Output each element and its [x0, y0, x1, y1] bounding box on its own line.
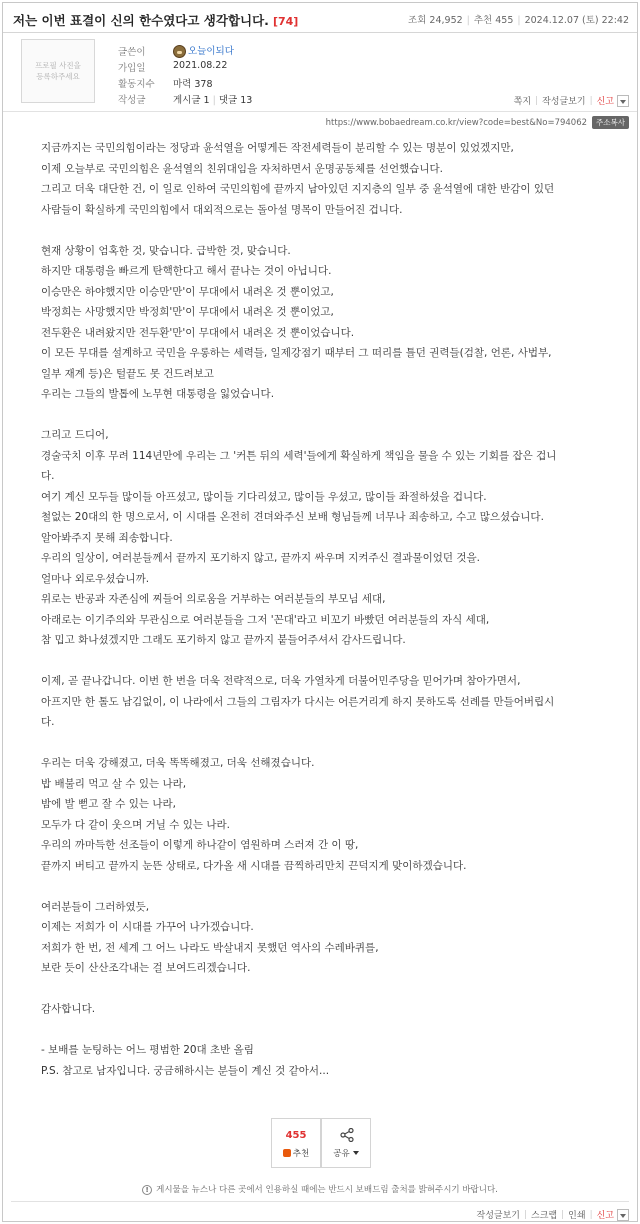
body-line: 참 밉고 화나셨겠지만 그래도 포기하지 않고 끝까지 붙들어주셔서 감사드립니다.: [41, 634, 406, 646]
author-label: 글쓴이: [118, 47, 146, 58]
body-line: 위로는 반공과 자존심에 찌들어 의로움을 거부하는 여러분들의 부모님 세대,: [41, 593, 386, 605]
body-line: 지금까지는 국민의힘이라는 정당과 윤석열을 어떻게든 작전세력들이 분리할 수 있는 명분이 있었겠지만,: [41, 142, 514, 154]
post-view: [2, 2, 638, 1222]
body-line: 그리고 드디어,: [41, 429, 109, 441]
posts-label: 작성글: [118, 95, 146, 106]
recommend-count: 455: [285, 1130, 307, 1141]
recommend-label: 추천: [292, 1149, 310, 1159]
copyright-notice: [3, 1183, 637, 1195]
post-datetime: 2024.12.07 (토) 22:42: [524, 15, 629, 26]
body-line: 밤에 발 뻗고 잘 수 있는 나라,: [41, 798, 176, 810]
post-title: [13, 11, 298, 29]
share-icon: [339, 1128, 355, 1142]
thumb-up-icon: [283, 1149, 291, 1157]
author-profile: [3, 34, 637, 112]
chevron-down-icon[interactable]: [617, 1209, 629, 1221]
body-line: 우리의 일상이, 여러분들께서 끝까지 포기하지 않고, 끝까지 싸우며 지켜주신 결과물이었던 것을.: [41, 552, 480, 564]
report-button[interactable]: 신고: [596, 97, 614, 107]
report-bottom-button[interactable]: 신고: [596, 1211, 614, 1221]
body-line: 감사합니다.: [41, 1003, 96, 1015]
divider: [11, 1201, 629, 1202]
activity-value: 마력 378: [173, 79, 213, 90]
view-count: 조회 24,952: [408, 15, 463, 26]
bottom-actions: 작성글보기 | 스크랩 | 인쇄 | 신고: [477, 1208, 630, 1221]
body-line: 하지만 대통령을 빠르게 탄핵한다고 해서 끝나는 것이 아닙니다.: [41, 265, 332, 277]
body-line: 다.: [41, 470, 55, 482]
profile-photo-placeholder: [21, 39, 95, 103]
comment-count[interactable]: [74]: [272, 15, 299, 28]
body-line: 끝까지 버티고 끝까지 눈뜬 상태로, 다가올 새 시대를 끔찍하리만치 끈덕지게 맞이하겠습니다.: [41, 859, 467, 872]
body-line: P.S. 참고로 남자입니다. 궁금해하시는 분들이 계신 것 같아서...: [41, 1064, 330, 1077]
body-line: 이승만은 하야했지만 이승만'만'이 무대에서 내려온 것 뿐이었고,: [41, 285, 334, 298]
body-line: 아프지만 한 톨도 남김없이, 이 나라에서 그들의 그림자가 다시는 어른거리게 하지 못하도록 선례를 만들어버립시: [41, 695, 555, 708]
author[interactable]: [173, 43, 234, 58]
body-line: 그리고 더욱 대단한 건, 이 일로 인하여 국민의힘에 끝까지 남아있던 지지층의 일부 중 윤석열에 대한 반감이 있던: [41, 183, 555, 195]
recommend-count-meta: 추천 455: [473, 15, 514, 26]
chevron-down-icon: [353, 1151, 359, 1155]
body-line: 철없는 20대의 한 명으로서, 이 시대를 온전히 견뎌와주신 보배 형님들께 너무나 죄송하고, 수고 많으셨습니다.: [41, 511, 544, 523]
body-line: 전두환은 내려왔지만 전두환'만'이 무대에서 내려온 것 뿐이었습니다.: [41, 326, 355, 339]
post-header: [3, 3, 637, 33]
scrap-button[interactable]: 스크랩: [531, 1211, 558, 1221]
author-name[interactable]: 오늘이되다: [188, 46, 234, 57]
join-label: 가입일: [118, 63, 146, 74]
body-line: 여기 계신 모두들 많이들 아프셨고, 많이들 기다리셨고, 많이들 우셨고, 많이들 좌절하셨을 겁니다.: [41, 490, 487, 503]
join-date: 2021.08.22: [173, 60, 228, 71]
photo-placeholder-line1: 프로필 사진을: [35, 61, 81, 70]
body-line: 모두가 다 같이 웃으며 거닐 수 있는 나라.: [41, 818, 230, 831]
body-line: 박정희는 사망했지만 박정희'만'이 무대에서 내려온 것 뿐이었고,: [41, 306, 334, 318]
post-url: https://www.bobaedream.co.kr/view?code=best&No=794062: [325, 117, 588, 128]
view-posts-bottom-button[interactable]: 작성글보기: [476, 1211, 520, 1221]
body-line: 보란 듯이 산산조각내는 걸 보여드리겠습니다.: [41, 962, 251, 974]
body-line: 우리는 더욱 강해졌고, 더욱 똑똑해졌고, 더욱 선해졌습니다.: [41, 757, 315, 769]
body-line: 아래로는 이기주의와 무관심으로 여러분들을 그저 '꼰대'라고 비꼬기 바빴던 여러분들의 자식 세대,: [41, 613, 490, 626]
body-line: 여러분들이 그러하였듯,: [41, 900, 150, 913]
profile-actions: 쪽지 | 작성글보기 | 신고: [514, 94, 629, 107]
share-label: 공유: [333, 1149, 350, 1159]
print-button[interactable]: 인쇄: [568, 1211, 586, 1221]
body-line: - 보배를 눈팅하는 어느 평범한 20대 초반 올림: [41, 1044, 254, 1056]
body-line: 이제 오늘부로 국민의힘은 윤석열의 친위대임을 자처하면서 운명공동체를 선언했습니다.: [41, 162, 443, 175]
body-line: 우리의 까마득한 선조들이 이렇게 하나같이 염원하며 스러져 간 이 땅,: [41, 839, 359, 851]
body-line: 이제는 저희가 이 시대를 가꾸어 나가겠습니다.: [41, 921, 254, 933]
body-line: 일부 재계 등)은 털끝도 못 건드려보고: [41, 367, 214, 380]
body-line: 이제, 곧 끝나갑니다. 이번 한 번을 더욱 전략적으로, 더욱 가열차게 더불어민주당을 믿어가며 참아가면서,: [41, 675, 521, 687]
copy-url-button[interactable]: 주소복사: [592, 116, 629, 129]
activity-label: 활동지수: [118, 79, 155, 90]
body-line: 다.: [41, 716, 55, 728]
share-button[interactable]: [321, 1118, 371, 1168]
body-line: 얼마나 외로우셨습니까.: [41, 572, 150, 585]
post-title-text: 저는 이번 표결이 신의 한수였다고 생각합니다.: [13, 13, 269, 28]
body-line: 사람들이 확실하게 국민의힘에서 대외적으로는 돌아설 명목이 만들어진 겁니다.: [41, 203, 403, 216]
recommend-button[interactable]: [271, 1118, 321, 1168]
post-url-row: [326, 116, 629, 129]
body-line: 알아봐주지 못해 죄송합니다.: [41, 531, 173, 544]
chevron-down-icon[interactable]: [617, 95, 629, 107]
post-meta: 조회 24,952 | 추천 455 | 2024.12.07 (토) 22:42: [408, 15, 629, 26]
comment-total[interactable]: 댓글 13: [218, 95, 253, 106]
posts-stats: 게시글 1 | 댓글 13: [173, 95, 253, 106]
post-count[interactable]: 게시글 1: [173, 95, 210, 106]
body-line: 밥 배불리 먹고 살 수 있는 나라,: [41, 777, 187, 790]
body-line: 현재 상황이 엄혹한 것, 맞습니다. 급박한 것, 맞습니다.: [41, 244, 291, 257]
body-line: 경술국치 이후 무려 114년만에 우리는 그 '커튼 뒤의 세력'들에게 확실하게 책임을 물을 수 있는 기회를 잡은 겁니: [41, 449, 557, 462]
avatar: [173, 45, 186, 58]
body-line: 우리는 그들의 발톱에 노무현 대통령을 잃었습니다.: [41, 388, 275, 400]
info-icon: !: [142, 1185, 152, 1195]
notice-text: 게시물을 뉴스나 다른 곳에서 인용하실 때에는 반드시 보배드림 출처를 밝혀주시기 바랍니다.: [156, 1185, 498, 1195]
message-button[interactable]: 쪽지: [513, 97, 532, 107]
body-line: 이 모든 무대를 설계하고 국민을 우롱하는 세력들, 일제강점기 때부터 그 떠리를 틀던 권력들(검찰, 언론, 사법부,: [41, 347, 552, 359]
view-posts-button[interactable]: 작성글보기: [542, 97, 586, 107]
photo-placeholder-line2: 등록하주세요: [36, 72, 80, 81]
body-line: 저희가 한 번, 전 세계 그 어느 나라도 박살내지 못했던 역사의 수레바퀴를,: [41, 941, 379, 954]
